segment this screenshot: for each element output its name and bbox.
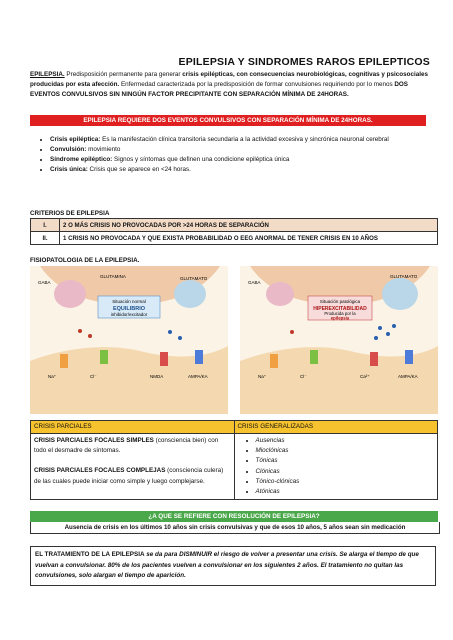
criteria-number: I. <box>31 219 60 232</box>
ampa-label: AMPA/KA <box>398 374 418 379</box>
gaba-vesicle <box>266 282 294 306</box>
criteria-table <box>30 218 438 245</box>
simple-text: (consciencia bien) con todo el desmadre de síntomas. <box>34 437 219 455</box>
equilibrium-label: EQUILIBRIO <box>112 306 146 312</box>
gaba-label: GABA <box>248 280 261 285</box>
pathologic-synapse-panel <box>240 266 438 414</box>
treatment-box <box>30 546 436 586</box>
list-item: • Clónicas <box>256 467 435 477</box>
definition-text: Signos y síntomas que definen una condicione epiléptica única <box>112 156 290 163</box>
na-channel <box>60 354 68 368</box>
definition-item <box>50 165 440 175</box>
criteria-text: 2 O MÁS CRISIS NO PROVOCADAS POR >24 HORAS DE SEPARACIÓN <box>60 219 438 232</box>
table-row <box>31 232 438 245</box>
definition-text: Es la manifestación clínica transitoria secundaria a la actividad excesiva y sincrónica neuronal cerebral <box>100 136 389 143</box>
glutamine-label: GLUTAMINA <box>100 274 126 279</box>
resolution-text: Ausencia de crisis en los últimos 10 años sin crisis convulsivas y que de esos 10 años, 5 años sean sin medicación <box>30 522 440 534</box>
definition-text: Crisis que se aparece en <24 horas. <box>87 166 191 173</box>
complex-title: CRISIS PARCIALES FOCALES COMPLEJAS <box>34 467 166 475</box>
partial-seizures-cell <box>31 434 235 500</box>
balance-label: Situación normal <box>112 299 146 304</box>
seizure-types-table <box>30 420 438 500</box>
definition-bold-2: DOS EVENTOS CONVULSIVOS SIN NINGÚN FACTOR PRECIPITANTE CON SEPARACIÓN MÍNIMA DE 24HORAS. <box>30 81 409 98</box>
column-header: CRISIS PARCIALES <box>31 421 235 434</box>
synapse-diagram <box>30 266 438 414</box>
hyperexcitability-label: HIPEREXCITABILIDAD <box>313 306 367 312</box>
generalized-seizures-cell <box>234 434 438 500</box>
column-header: CRISIS GENERALIZADAS <box>234 421 438 434</box>
na-label: Na⁺ <box>258 374 267 379</box>
definition-term: EPILEPSIA. <box>30 71 65 78</box>
red-banner: EPILEPSIA REQUIERE DOS EVENTOS CONVULSIVOS CON SEPARACIÓN MÍNIMA DE 24HORAS. <box>30 115 426 126</box>
page-title: EPILEPSIA Y SINDROMES RAROS EPILEPTICOS <box>178 56 430 68</box>
treatment-text: se da para DISMINUIR el riesgo de volver a presentar una crisis. Se alarga el tiempo de que vuelvan a convulsionar. 80% de los pacientes vuelven a convulsionar en los siguientes 2 años. El tratamiento no quitan las convulsiones, solo alargan el tiempo de aparición. <box>35 551 419 579</box>
glutamate-vesicle <box>382 278 418 310</box>
table-row <box>31 434 438 500</box>
definition-term: Síndrome epiléptico: <box>50 156 113 163</box>
gaba-vesicle <box>54 280 86 308</box>
equilibrium-sub: inhibidor/excitador <box>110 312 148 317</box>
green-banner: ¿A QUE SE REFIERE CON RESOLUCIÓN DE EPILEPSIA? <box>30 511 438 522</box>
normal-synapse-panel <box>30 266 228 414</box>
definitions-list <box>38 135 440 175</box>
criteria-text: 1 CRISIS NO PROVOCADA Y QUE EXISTA PROBABILIDAD O EEG ANORMAL DE TENER CRISIS EN 10 AÑOS <box>60 232 438 245</box>
list-item: • Tónicas <box>256 456 435 466</box>
definition-bold-1: crisis epilépticas, con consecuencias neurobiológicas, cognitivas y psicosociales producidas por esta afección. <box>30 71 428 88</box>
definition-item <box>50 155 440 165</box>
hyperexcitability-sub2: epilepsia <box>330 315 350 321</box>
list-item: • Ausencias <box>256 436 435 446</box>
list-item: • Tónico-clónicas <box>256 477 435 487</box>
definition-term: Crisis única: <box>50 166 88 173</box>
treatment-lead: EL TRATAMIENTO DE LA EPILEPSIA <box>35 551 145 558</box>
gaba-receptor <box>100 350 108 364</box>
cl-label: Cl⁻ <box>90 374 97 379</box>
simple-title: CRISIS PARCIALES FOCALES SIMPLES <box>34 437 154 444</box>
generalized-list <box>238 436 435 497</box>
definition-term: Convulsión: <box>50 146 87 153</box>
definition-item <box>50 135 440 145</box>
definition-text-2: Enfermedad caracterizada por la predisposición de formar convulsiones requiriendo por lo menos <box>119 81 395 88</box>
ca-label: Ca²⁺ <box>360 374 370 379</box>
gaba-label: GABA <box>38 280 51 285</box>
definition-item <box>50 145 440 155</box>
epilepsy-definition <box>30 70 430 100</box>
nmda-receptor <box>160 352 168 366</box>
cl-label: Cl⁻ <box>300 374 307 379</box>
nmda-label: NMDA <box>150 374 164 379</box>
table-header-row <box>31 421 438 434</box>
criteria-heading: CRITERIOS DE EPILEPSIA <box>30 210 110 217</box>
complex-text: (consciencia culera) de las cuales puede iniciar como simple y luego complejarse. <box>34 467 224 485</box>
definition-text: movimiento <box>86 146 121 153</box>
physiopathology-heading: FISIOPATOLOGIA DE LA EPILEPSIA. <box>30 257 140 264</box>
definition-term: Crisis epiléptica: <box>50 136 101 143</box>
ampa-receptor <box>195 350 203 364</box>
definition-text-1: Predisposición permanente para generar <box>64 71 183 78</box>
glutamate-label: GLUTAMATO <box>390 274 418 279</box>
criteria-number: II. <box>31 232 60 245</box>
table-row <box>31 219 438 232</box>
glutamate-vesicle <box>174 280 206 308</box>
list-item: • Mioclónicas <box>256 446 435 456</box>
balance-label: Situación patológica <box>319 299 361 304</box>
na-label: Na⁺ <box>48 374 57 379</box>
glutamate-label: GLUTAMATO <box>180 276 208 281</box>
hyperexcitability-sub: Producida por la <box>324 311 356 316</box>
ampa-label: AMPA/KA <box>188 374 208 379</box>
list-item: • Atónicas <box>256 487 435 497</box>
